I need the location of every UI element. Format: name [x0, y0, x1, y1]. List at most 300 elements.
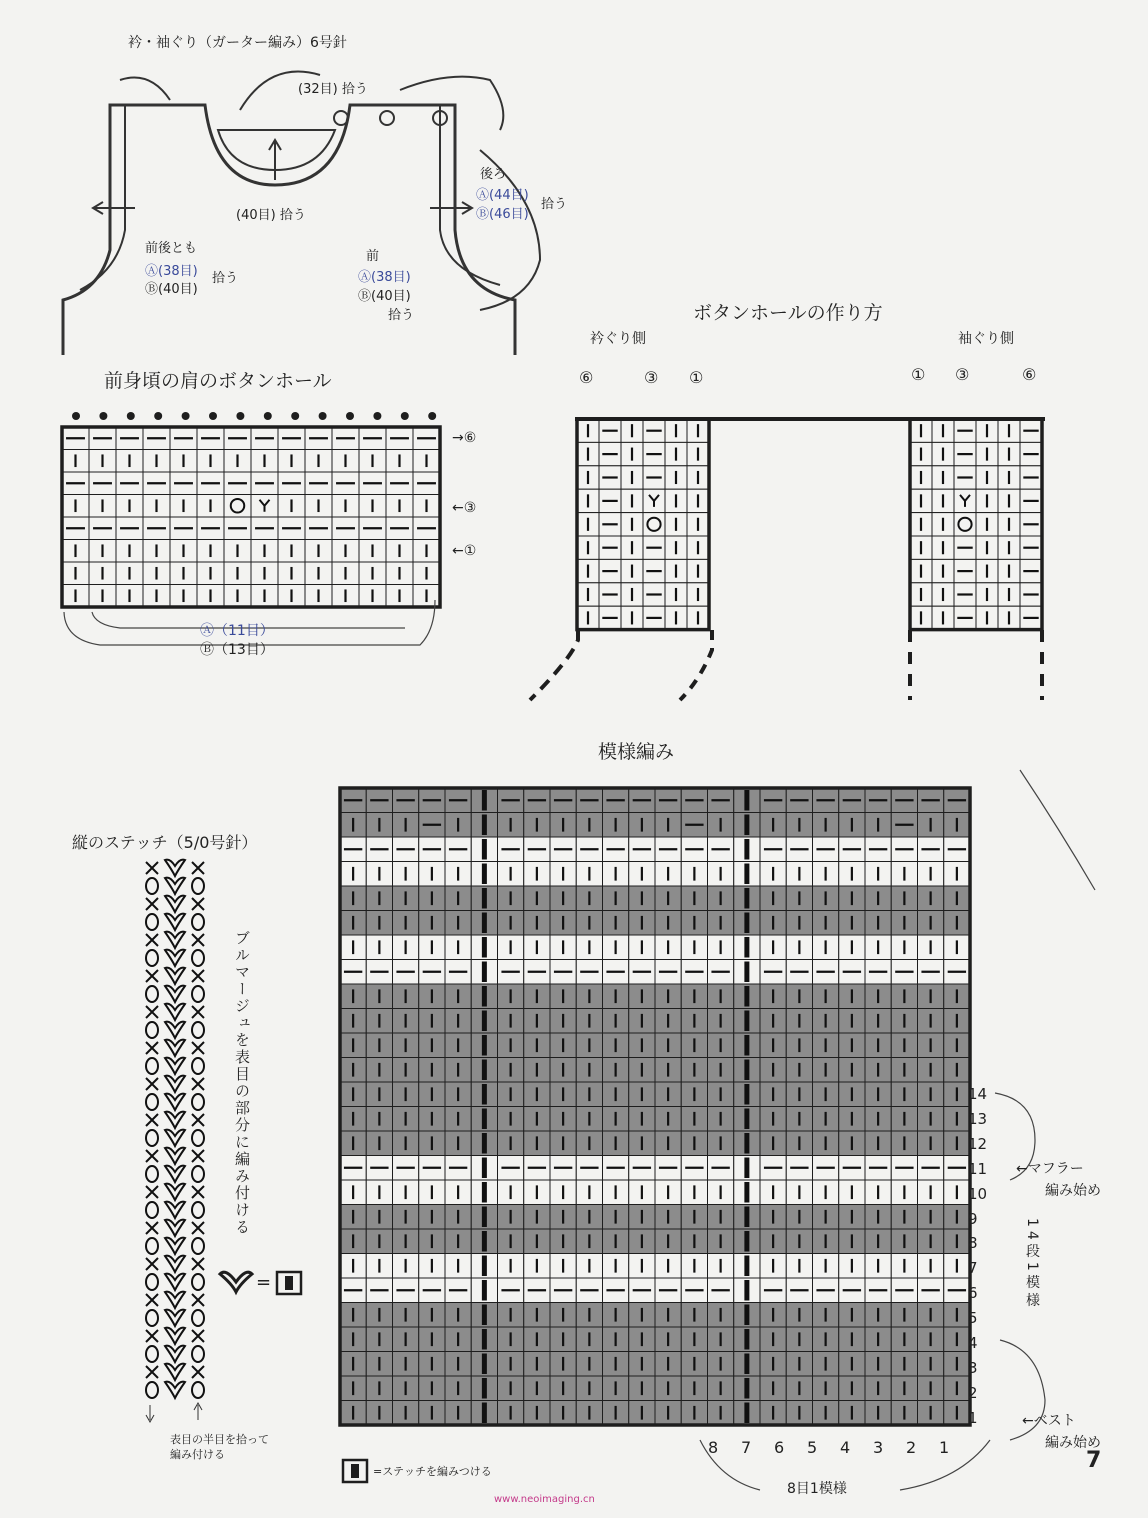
- pattern-cell: [366, 984, 392, 1009]
- pattern-cell: [524, 813, 550, 838]
- pattern-cell: [918, 911, 944, 936]
- pattern-cell: [366, 1131, 392, 1156]
- pattern-cell: [708, 1303, 734, 1328]
- shoulder-cell: [197, 495, 224, 518]
- pattern-cell: [786, 1058, 812, 1083]
- stitch-row: [146, 932, 204, 948]
- bh-left-cell: [577, 513, 599, 536]
- shoulder-buttonhole-chart: [62, 412, 440, 607]
- both-count-a: Ⓐ(38目): [145, 264, 198, 279]
- bh-left-cell: [577, 536, 599, 559]
- shoulder-cell: [197, 472, 224, 495]
- pattern-cell: [393, 984, 419, 1009]
- pattern-cell: [471, 1327, 497, 1352]
- pattern-cell: [708, 960, 734, 985]
- pattern-cell: [734, 1278, 760, 1303]
- stitch-row: [146, 1166, 204, 1182]
- pattern-cell: [550, 1401, 576, 1426]
- pattern-cell: [839, 1180, 865, 1205]
- shoulder-cell: [305, 562, 332, 585]
- pattern-cell: [655, 886, 681, 911]
- pattern-cell: [340, 1327, 366, 1352]
- pattern-cell: [944, 984, 970, 1009]
- bh-left-cell: [621, 442, 643, 465]
- pattern-cell: [340, 935, 366, 960]
- pattern-cell: [734, 788, 760, 813]
- stitch-row: [146, 1022, 204, 1038]
- bh-right-cell: [954, 466, 976, 489]
- pattern-cell: [366, 1205, 392, 1230]
- pattern-cell: [944, 1229, 970, 1254]
- pattern-cell: [340, 1376, 366, 1401]
- pattern-cell: [918, 1107, 944, 1132]
- bh-left-cell: [577, 606, 599, 629]
- shoulder-cell: [170, 585, 197, 608]
- pattern-cell: [498, 837, 524, 862]
- pattern-cell: [786, 1156, 812, 1181]
- pattern-cell: [891, 1180, 917, 1205]
- pattern-cell: [786, 1401, 812, 1426]
- pattern-cell: [393, 837, 419, 862]
- pattern-cell: [550, 837, 576, 862]
- pattern-cell: [839, 1009, 865, 1034]
- pattern-repeat-rows: 14段1模様: [1024, 1218, 1040, 1311]
- bh-right-cell: [932, 606, 954, 629]
- pattern-cell: [786, 1327, 812, 1352]
- pattern-cell: [550, 935, 576, 960]
- bind-off-dot: [99, 412, 107, 420]
- pattern-cell: [393, 1401, 419, 1426]
- pattern-cell: [366, 1376, 392, 1401]
- pattern-cell: [576, 1082, 602, 1107]
- shoulder-cell: [359, 427, 386, 450]
- pattern-cell: [576, 1229, 602, 1254]
- pattern-cell: [498, 960, 524, 985]
- pattern-cell: [918, 1401, 944, 1426]
- shoulder-cell: [224, 450, 251, 473]
- pattern-cell: [629, 1131, 655, 1156]
- buttonhole-left-mark-6: ⑥: [579, 368, 594, 387]
- pattern-cell: [576, 1278, 602, 1303]
- buttonhole-right-label: 袖ぐり側: [958, 331, 1014, 347]
- pattern-cell: [918, 1254, 944, 1279]
- pattern-cell: [734, 1082, 760, 1107]
- pattern-cell: [603, 1229, 629, 1254]
- pattern-row-number: 12: [968, 1134, 988, 1153]
- pattern-cell: [524, 1180, 550, 1205]
- pattern-cell: [839, 1229, 865, 1254]
- pattern-cell: [760, 1303, 786, 1328]
- pattern-cell: [813, 1254, 839, 1279]
- pattern-cell: [603, 1327, 629, 1352]
- bh-right-cell: [910, 583, 932, 606]
- stitch-row: [146, 1040, 204, 1056]
- pattern-cell: [471, 984, 497, 1009]
- stitch-row: [146, 1058, 204, 1074]
- pattern-cell: [891, 837, 917, 862]
- pattern-cell: [681, 1205, 707, 1230]
- bh-left-cell: [599, 559, 621, 582]
- bh-left-cell: [621, 513, 643, 536]
- pattern-cell: [603, 1205, 629, 1230]
- shoulder-cell: [251, 585, 278, 608]
- pattern-cell: [524, 1376, 550, 1401]
- bh-left-cell: [599, 419, 621, 442]
- bh-left-cell: [643, 442, 665, 465]
- pattern-cell: [366, 1107, 392, 1132]
- shoulder-cell: [305, 540, 332, 563]
- shoulder-count-b: Ⓑ（13目）: [200, 642, 274, 658]
- pattern-cell: [708, 1401, 734, 1426]
- buttonhole-chart-left: [577, 419, 709, 630]
- shoulder-cell: [62, 585, 89, 608]
- pattern-cell: [786, 960, 812, 985]
- pattern-cell: [891, 1254, 917, 1279]
- pattern-cell: [576, 1058, 602, 1083]
- pattern-cell: [550, 984, 576, 1009]
- pattern-cell: [471, 1033, 497, 1058]
- pattern-cell: [708, 1205, 734, 1230]
- bind-off-dot: [401, 412, 409, 420]
- pattern-cell: [760, 813, 786, 838]
- pattern-cell: [734, 1205, 760, 1230]
- pattern-cell: [471, 788, 497, 813]
- pattern-cell: [918, 984, 944, 1009]
- shoulder-cell: [359, 450, 386, 473]
- pattern-cell: [839, 1376, 865, 1401]
- pattern-cell: [918, 1082, 944, 1107]
- pattern-cell: [550, 1058, 576, 1083]
- shoulder-cell: [197, 540, 224, 563]
- pattern-cell: [681, 813, 707, 838]
- bh-right-cell: [954, 442, 976, 465]
- pattern-cell: [813, 813, 839, 838]
- shoulder-cell: [413, 585, 440, 608]
- both-count-b: Ⓑ(40目): [145, 282, 198, 297]
- pattern-cell: [681, 1303, 707, 1328]
- pattern-cell: [419, 1229, 445, 1254]
- pattern-cell: [708, 1352, 734, 1377]
- bh-left-cell: [643, 419, 665, 442]
- bh-left-cell: [621, 559, 643, 582]
- pattern-cell: [813, 862, 839, 887]
- pattern-cell: [944, 1131, 970, 1156]
- pattern-cell: [839, 788, 865, 813]
- pattern-cell: [471, 837, 497, 862]
- shoulder-cell: [332, 472, 359, 495]
- pattern-cell: [734, 960, 760, 985]
- stitch-row: [146, 1076, 204, 1092]
- pattern-cell: [891, 1082, 917, 1107]
- pattern-cell: [471, 911, 497, 936]
- bh-right-cell: [998, 536, 1020, 559]
- bh-right-cell: [1020, 606, 1042, 629]
- pattern-cell: [471, 1156, 497, 1181]
- pattern-cell: [839, 837, 865, 862]
- pattern-cell: [734, 911, 760, 936]
- pattern-cell: [865, 1352, 891, 1377]
- pattern-cell: [813, 1205, 839, 1230]
- pattern-cell: [471, 1401, 497, 1426]
- stitch-row: [146, 1346, 204, 1362]
- pattern-cell: [550, 1009, 576, 1034]
- stitch-vertical-note: ブルマージュを表目の部分に編み付ける: [233, 930, 251, 1236]
- shoulder-cell: [143, 562, 170, 585]
- pattern-col-number: 4: [840, 1438, 851, 1457]
- pattern-cell: [550, 1082, 576, 1107]
- bh-right-cell: [932, 489, 954, 512]
- pattern-cell: [786, 1229, 812, 1254]
- pattern-cell: [524, 1352, 550, 1377]
- vertical-stitch-column: [146, 860, 204, 1398]
- pattern-cell: [603, 1401, 629, 1426]
- pattern-cell: [839, 1156, 865, 1181]
- pattern-cell: [681, 1254, 707, 1279]
- pattern-cell: [918, 1009, 944, 1034]
- pattern-cell: [498, 1278, 524, 1303]
- pattern-cell: [944, 1058, 970, 1083]
- pattern-cell: [524, 1058, 550, 1083]
- pattern-cell: [786, 1254, 812, 1279]
- pattern-cell: [524, 1009, 550, 1034]
- bh-right-cell: [932, 442, 954, 465]
- pattern-cell: [524, 984, 550, 1009]
- shoulder-cell: [332, 562, 359, 585]
- pattern-cell: [550, 886, 576, 911]
- pattern-cell: [734, 1180, 760, 1205]
- pattern-cell: [918, 1229, 944, 1254]
- pattern-cell: [629, 911, 655, 936]
- pattern-cell: [524, 1327, 550, 1352]
- bh-right-cell: [976, 419, 998, 442]
- pattern-cell: [839, 813, 865, 838]
- bh-right-cell: [910, 466, 932, 489]
- shoulder-cell: [62, 540, 89, 563]
- pattern-cell: [891, 1278, 917, 1303]
- pattern-cell: [813, 911, 839, 936]
- pattern-cell: [498, 1303, 524, 1328]
- pattern-cell: [944, 1156, 970, 1181]
- pattern-cell: [576, 1352, 602, 1377]
- shoulder-row-3: ←③: [452, 500, 477, 516]
- bh-left-cell: [621, 489, 643, 512]
- pattern-cell: [498, 1131, 524, 1156]
- pattern-cell: [576, 862, 602, 887]
- shoulder-cell: [143, 585, 170, 608]
- shoulder-cell: [332, 495, 359, 518]
- pattern-cell: [786, 1009, 812, 1034]
- shoulder-cell: [251, 427, 278, 450]
- pattern-cell: [550, 960, 576, 985]
- buttonhole-chart-right: [910, 419, 1042, 630]
- pattern-cell: [655, 862, 681, 887]
- pattern-col-number: 2: [906, 1438, 917, 1457]
- bh-right-cell: [998, 559, 1020, 582]
- pattern-cell: [681, 1229, 707, 1254]
- pattern-repeat-cols: 8目1模様: [787, 1481, 847, 1497]
- buttonhole-right-mark-3: ③: [955, 365, 970, 384]
- bh-right-cell: [998, 419, 1020, 442]
- pattern-cell: [471, 1180, 497, 1205]
- shoulder-cell: [278, 562, 305, 585]
- pattern-cell: [734, 1156, 760, 1181]
- pattern-cell: [471, 886, 497, 911]
- pattern-cell: [445, 788, 471, 813]
- pattern-cell: [366, 1082, 392, 1107]
- pattern-cell: [891, 911, 917, 936]
- pattern-cell: [708, 1180, 734, 1205]
- pattern-cell: [708, 1254, 734, 1279]
- pattern-cell: [734, 1303, 760, 1328]
- pattern-cell: [865, 837, 891, 862]
- pattern-cell: [760, 1376, 786, 1401]
- pattern-row-number: 3: [968, 1358, 978, 1377]
- pattern-cell: [655, 837, 681, 862]
- pattern-cell: [576, 935, 602, 960]
- pattern-cell: [393, 1131, 419, 1156]
- pattern-cell: [603, 911, 629, 936]
- bh-left-cell: [687, 536, 709, 559]
- pattern-cell: [471, 1058, 497, 1083]
- stitch-bottom-note-1: 表目の半目を拾って: [170, 1433, 269, 1446]
- back-count-a: Ⓐ(44目): [476, 188, 529, 203]
- pattern-cell: [445, 1205, 471, 1230]
- stitch-title: 縦のステッチ（5/0号針）: [72, 833, 258, 852]
- pattern-cell: [419, 1156, 445, 1181]
- shoulder-cell: [89, 585, 116, 608]
- pattern-title: 模様編み: [598, 741, 675, 763]
- buttonhole-left-label: 衿ぐり側: [590, 331, 646, 347]
- pattern-cell: [471, 1229, 497, 1254]
- pattern-cell: [498, 935, 524, 960]
- pattern-cell: [366, 960, 392, 985]
- pattern-cell: [366, 788, 392, 813]
- pattern-cell: [340, 1107, 366, 1132]
- shoulder-cell: [278, 427, 305, 450]
- shoulder-cell: [251, 495, 278, 518]
- pattern-row-number: 6: [968, 1284, 978, 1303]
- pattern-cell: [603, 935, 629, 960]
- pattern-cell: [891, 1376, 917, 1401]
- pattern-cell: [813, 1401, 839, 1426]
- pattern-cell: [760, 1327, 786, 1352]
- shoulder-cell: [278, 450, 305, 473]
- bh-left-cell: [643, 536, 665, 559]
- pattern-cell: [419, 1352, 445, 1377]
- pattern-cell: [629, 1205, 655, 1230]
- pattern-cell: [629, 935, 655, 960]
- pattern-cell: [366, 886, 392, 911]
- pattern-row-number: 11: [968, 1159, 988, 1178]
- shoulder-cell: [413, 540, 440, 563]
- pattern-cell: [760, 1352, 786, 1377]
- bh-right-cell: [910, 442, 932, 465]
- shoulder-cell: [386, 472, 413, 495]
- stitch-row: [146, 1130, 204, 1146]
- pattern-cell: [550, 1303, 576, 1328]
- pattern-cell: [944, 1205, 970, 1230]
- pattern-cell: [865, 1229, 891, 1254]
- pattern-cell: [629, 960, 655, 985]
- pattern-cell: [655, 935, 681, 960]
- pattern-cell: [655, 960, 681, 985]
- pattern-cell: [918, 1058, 944, 1083]
- pattern-cell: [944, 1107, 970, 1132]
- pattern-cell: [471, 1376, 497, 1401]
- pattern-cell: [393, 1303, 419, 1328]
- pattern-row-number: 9: [968, 1209, 978, 1228]
- pattern-cell: [550, 1131, 576, 1156]
- pattern-cell: [944, 935, 970, 960]
- stitch-row: [146, 1256, 204, 1272]
- stitch-legend-eq: =: [256, 1272, 272, 1293]
- pattern-cell: [498, 984, 524, 1009]
- pattern-cell: [524, 1229, 550, 1254]
- pattern-cell: [891, 1205, 917, 1230]
- pattern-cell: [498, 1058, 524, 1083]
- pattern-cell: [498, 1009, 524, 1034]
- pattern-cell: [629, 1401, 655, 1426]
- bh-right-cell: [976, 513, 998, 536]
- shoulder-cell: [197, 450, 224, 473]
- pattern-cell: [760, 1229, 786, 1254]
- shoulder-cell: [278, 472, 305, 495]
- pattern-cell: [891, 1303, 917, 1328]
- pattern-cell: [393, 1082, 419, 1107]
- pattern-cell: [603, 1033, 629, 1058]
- pattern-cell: [708, 788, 734, 813]
- pattern-cell: [524, 935, 550, 960]
- pattern-cell: [786, 1082, 812, 1107]
- pattern-cell: [603, 1254, 629, 1279]
- pattern-cell: [576, 984, 602, 1009]
- pattern-cell: [576, 1303, 602, 1328]
- bh-right-cell: [910, 419, 932, 442]
- pattern-cell: [366, 1254, 392, 1279]
- pattern-cell: [786, 935, 812, 960]
- pattern-cell: [760, 1156, 786, 1181]
- pattern-row-number: 5: [968, 1309, 978, 1328]
- pattern-cell: [813, 1033, 839, 1058]
- pattern-cell: [419, 886, 445, 911]
- pattern-cell: [576, 788, 602, 813]
- pattern-cell: [366, 1180, 392, 1205]
- pattern-cell: [891, 862, 917, 887]
- pattern-cell: [366, 1303, 392, 1328]
- bh-right-cell: [1020, 559, 1042, 582]
- bh-right-cell: [998, 489, 1020, 512]
- bh-left-cell: [577, 466, 599, 489]
- pattern-cell: [865, 1278, 891, 1303]
- pattern-cell: [603, 1180, 629, 1205]
- shoulder-cell: [251, 472, 278, 495]
- stitch-row: [146, 1112, 204, 1128]
- bh-left-cell: [621, 466, 643, 489]
- bh-left-cell: [687, 513, 709, 536]
- pattern-cell: [655, 1156, 681, 1181]
- bh-right-cell: [910, 489, 932, 512]
- pattern-cell: [524, 960, 550, 985]
- pattern-cell: [629, 1082, 655, 1107]
- pattern-cell: [865, 1156, 891, 1181]
- pattern-cell: [419, 1107, 445, 1132]
- pattern-cell: [550, 813, 576, 838]
- pattern-cell: [366, 1058, 392, 1083]
- pattern-cell: [419, 1278, 445, 1303]
- stitch-row: [146, 1202, 204, 1218]
- pattern-cell: [524, 1401, 550, 1426]
- bind-off-dot: [182, 412, 190, 420]
